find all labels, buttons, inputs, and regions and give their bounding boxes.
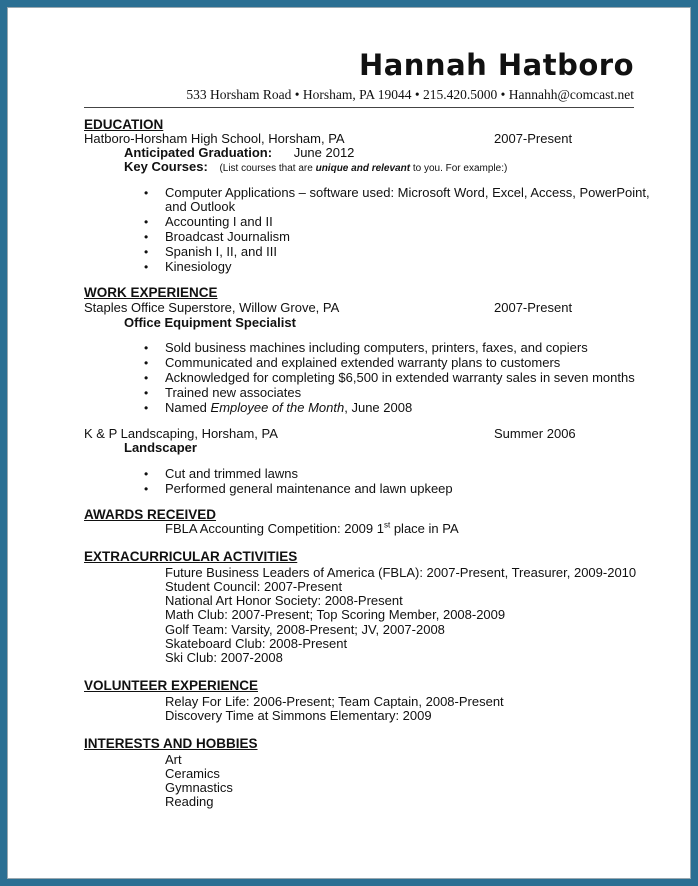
contact-line: 533 Horsham Road • Horsham, PA 19044 • 215.420.5000 • Hannahh@comcast.net (186, 87, 634, 102)
job-title: Office Equipment Specialist (124, 315, 296, 330)
resume-name: Hannah Hatboro (358, 48, 634, 82)
volunteer-item: Relay For Life: 2006-Present; Team Captain, 2008-Present (165, 694, 504, 709)
job-bullet: Acknowledged for completing $6,500 in extended warranty sales in seven months (165, 370, 635, 385)
job-bullet: Named Employee of the Month, June 2008 (165, 400, 413, 415)
courses-label: Key Courses: (124, 159, 208, 174)
courses-note: (List courses that are unique and relevant to you. For example:) (219, 163, 508, 174)
resume-page: Hannah Hatboro 533 Horsham Road • Horsham, PA 19044 • 215.420.5000 • Hannahh@comcast.net EDUCATION Hatboro-Horsham High School, Horsham, PA 2007-Present Anticipated Graduation: June 2012 Key Courses: (List courses that are unique and relevant to you. For example:) • Computer Applications – software used: Microsoft Word, Excel, Access, PowerPoint, and Outlook • Accounting I and II • Broadcast Journalism • Spanish I, II, and III • Kinesiology WORK EXPERIENCE Staples Office Superstore, Willow Grove, PA 2007-Present Office Equipment Specialist • Sold business machines including computers, printers, faxes, and copiers • Communicated and explained extended warranty plans to customers • Acknowledged for completing $6,500 in extended warranty sales in seven months • Trained new associates • Named Employee of the Month, June 2008 K & P Landscaping, Horsham, PA Summer 2006 Landscaper • Cut and trimmed lawns • Performed general maintenance and lawn upkeep AWARDS RECEIVED FBLA Accounting Competition: 2009 1st place in PA EXTRACURRICULAR ACTIVITIES Future Business Leaders of America (FBLA): 2007-Present, Treasurer, 2009-2010 Student Council: 2007-Present National Art Honor Society: 2008-Present Math Club: 2007-Present; Top Scoring Member, 2008-2009 Golf Team: Varsity, 2008-Present; JV, 2007-2008 Skateboard Club: 2008-Present Ski Club: 2007-2008 VOLUNTEER EXPERIENCE Relay For Life: 2006-Present; Team Captain, 2008-Present Discovery Time at Simmons Elementary: 2009 INTERESTS AND HOBBIES Art Ceramics Gymnastics Reading (7, 7, 691, 879)
course-item: Spanish I, II, and III (165, 244, 278, 259)
education-school: Hatboro-Horsham High School, Horsham, PA (84, 131, 345, 146)
course-item: Accounting I and II (165, 214, 273, 229)
education-heading: EDUCATION (84, 117, 164, 132)
course-item: Kinesiology (165, 259, 232, 274)
activity-item: National Art Honor Society: 2008-Present (165, 593, 403, 608)
course-item: Computer Applications – software used: Microsoft Word, Excel, Access, PowerPoint, (165, 185, 650, 200)
activity-item: Skateboard Club: 2008-Present (165, 636, 348, 651)
job-employer: K & P Landscaping, Horsham, PA (84, 426, 278, 441)
activity-item: Ski Club: 2007-2008 (165, 650, 283, 665)
header-divider (84, 107, 634, 108)
job-bullet: Sold business machines including computers, printers, faxes, and copiers (165, 340, 588, 355)
courses-row (124, 159, 507, 176)
job-bullet: Cut and trimmed lawns (165, 466, 298, 481)
activity-item: Math Club: 2007-Present; Top Scoring Member, 2008-2009 (165, 607, 506, 622)
interest-item: Ceramics (165, 766, 220, 781)
job-dates: 2007-Present (494, 300, 573, 315)
job-bullet: Communicated and explained extended warranty plans to customers (165, 355, 561, 370)
activity-item: Golf Team: Varsity, 2008-Present; JV, 2007-2008 (165, 622, 445, 637)
volunteer-item: Discovery Time at Simmons Elementary: 2009 (165, 708, 432, 723)
graduation-value: June 2012 (293, 145, 355, 160)
education-dates: 2007-Present (494, 131, 573, 146)
activity-item: Future Business Leaders of America (FBLA): 2007-Present, Treasurer, 2009-2010 (165, 565, 637, 580)
volunteer-heading: VOLUNTEER EXPERIENCE (84, 678, 259, 693)
course-item: Broadcast Journalism (165, 229, 290, 244)
interests-heading: INTERESTS AND HOBBIES (84, 736, 258, 751)
extracurricular-heading: EXTRACURRICULAR ACTIVITIES (84, 549, 298, 564)
graduation-label: Anticipated Graduation: (124, 145, 273, 160)
work-heading: WORK EXPERIENCE (84, 285, 218, 300)
job-employer: Staples Office Superstore, Willow Grove, PA (84, 300, 340, 315)
awards-heading: AWARDS RECEIVED (84, 507, 217, 522)
job-bullet: Performed general maintenance and lawn upkeep (165, 481, 453, 496)
job-dates: Summer 2006 (494, 426, 576, 441)
graduation-row (124, 145, 354, 160)
job-title: Landscaper (124, 440, 197, 455)
job-bullet: Trained new associates (165, 385, 302, 400)
interest-item: Art (165, 752, 182, 767)
course-item-continued: and Outlook (165, 199, 236, 214)
activity-item: Student Council: 2007-Present (165, 579, 343, 594)
interest-item: Gymnastics (165, 780, 233, 795)
interest-item: Reading (165, 794, 214, 809)
award-item: FBLA Accounting Competition: 2009 1st place in PA (165, 520, 459, 536)
